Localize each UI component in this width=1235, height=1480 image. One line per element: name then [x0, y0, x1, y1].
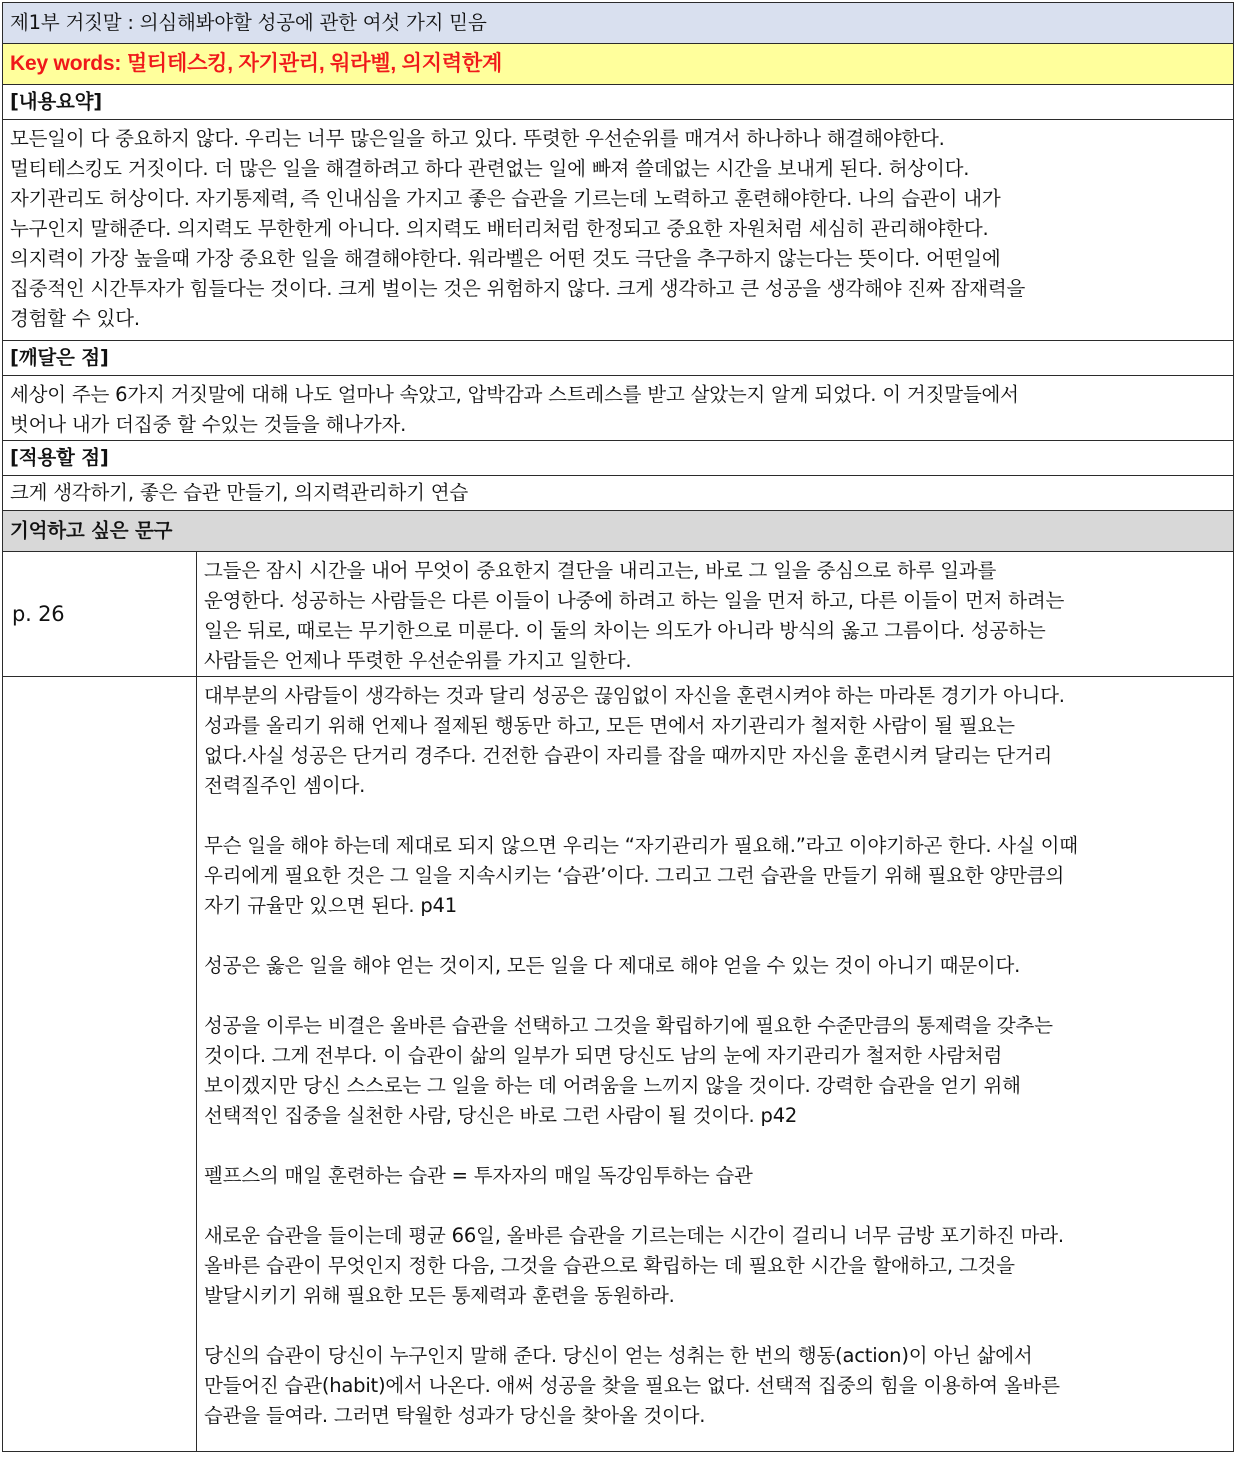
quote-page-ref — [3, 677, 197, 1452]
quote-line: 성공은 옳은 일을 해야 얻는 것이지, 모든 일을 다 제대로 해야 얻을 수 있는 것이 아니기 때문이다. — [204, 954, 1021, 977]
quote-line: 일은 뒤로, 때로는 무기한으로 미룬다. 이 둘의 차이는 의도가 아니라 방식의 옳고 그름이다. 성공하는 — [204, 619, 1046, 642]
summary-line: 멀티테스킹도 거짓이다. 더 많은 일을 해결하려고 하다 관련없는 일에 빠져 쓸데없는 시간을 보내게 된다. 허상이다. — [10, 157, 970, 180]
page-title: 제1부 거짓말 : 의심해봐야할 성공에 관한 여섯 가지 믿음 — [3, 3, 1234, 44]
quote-body — [197, 677, 1234, 1452]
quote-line: 없다.사실 성공은 단거리 경주다. 건전한 습관이 자리를 잡을 때까지만 자신을 훈련시켜 달리는 단거리 — [204, 744, 1053, 767]
title-row — [3, 3, 1234, 44]
summary-body — [3, 120, 1234, 341]
quote-line: 새로운 습관을 들이는데 평균 66일, 올바른 습관을 기르는데는 시간이 걸리니 너무 금방 포기하진 마라. — [204, 1224, 1064, 1247]
realization-line: 벗어나 내가 더집중 할 수있는 것들을 해나가자. — [10, 413, 407, 436]
quote-line: 만들어진 습관(habit)에서 나온다. 애써 성공을 찾을 필요는 없다. 선택적 집중의 힘을 이용하여 올바른 — [204, 1374, 1060, 1397]
quote-line: 올바른 습관이 무엇인지 정한 다음, 그것을 습관으로 확립하는 데 필요한 시간을 할애하고, 그것을 — [204, 1254, 1015, 1277]
realization-header-row — [3, 341, 1234, 376]
summary-header: [내용요약] — [3, 85, 1234, 120]
quote-line: 사람들은 언제나 뚜렷한 우선순위를 가지고 일한다. — [204, 649, 632, 672]
apply-header-row — [3, 441, 1234, 476]
apply-body: 크게 생각하기, 좋은 습관 만들기, 의지력관리하기 연습 — [3, 476, 1234, 511]
paragraph-gap — [204, 981, 1226, 1011]
quote-line: 것이다. 그게 전부다. 이 습관이 삶의 일부가 되면 당신도 남의 눈에 자기관리가 철저한 사람처럼 — [204, 1044, 1003, 1067]
paragraph-gap — [204, 1131, 1226, 1161]
summary-line: 의지력이 가장 높을때 가장 중요한 일을 해결해야한다. 워라벨은 어떤 것도 극단을 추구하지 않는다는 뜻이다. 어떤일에 — [10, 247, 1001, 270]
quote-line: 그들은 잠시 시간을 내어 무엇이 중요한지 결단을 내리고는, 바로 그 일을 중심으로 하루 일과를 — [204, 559, 997, 582]
summary-line: 집중적인 시간투자가 힘들다는 것이다. 크게 벌이는 것은 위험하지 않다. 크게 생각하고 큰 성공을 생각해야 진짜 잠재력을 — [10, 277, 1026, 300]
apply-header: [적용할 점] — [3, 441, 1234, 476]
quote-line: 전력질주인 셈이다. — [204, 774, 366, 797]
summary-header-row — [3, 85, 1234, 120]
realization-header: [깨달은 점] — [3, 341, 1234, 376]
keywords-row — [3, 44, 1234, 85]
quote-line: 자기 규율만 있으면 된다. p41 — [204, 894, 457, 917]
quote-row — [3, 552, 1234, 677]
realization-line: 세상이 주는 6가지 거짓말에 대해 나도 얼마나 속았고, 압박감과 스트레스를 받고 살았는지 알게 되었다. 이 거짓말들에서 — [10, 383, 1019, 406]
summary-line: 누구인지 말해준다. 의지력도 무한한게 아니다. 의지력도 배터리처럼 한정되고 중요한 자원처럼 세심히 관리해야한다. — [10, 217, 989, 240]
quote-page-ref: p. 26 — [3, 552, 197, 677]
quote-line: 당신의 습관이 당신이 누구인지 말해 준다. 당신이 얻는 성취는 한 번의 행동(action)이 아닌 삶에서 — [204, 1344, 1033, 1367]
paragraph-gap — [204, 1311, 1226, 1341]
quotes-header-row — [3, 511, 1234, 552]
notes-table — [2, 2, 1234, 1452]
quotes-header: 기억하고 싶은 문구 — [3, 511, 1234, 552]
summary-line: 모든일이 다 중요하지 않다. 우리는 너무 많은일을 하고 있다. 뚜렷한 우선순위를 매겨서 하나하나 해결해야한다. — [10, 127, 945, 150]
quote-line: 발달시키기 위해 필요한 모든 통제력과 훈련을 동원하라. — [204, 1284, 675, 1307]
paragraph-gap — [204, 921, 1226, 951]
summary-row — [3, 120, 1234, 341]
quote-line: 보이겠지만 당신 스스로는 그 일을 하는 데 어려움을 느끼지 않을 것이다. 강력한 습관을 얻기 위해 — [204, 1074, 1021, 1097]
quote-line: 선택적인 집중을 실천한 사람, 당신은 바로 그런 사람이 될 것이다. p42 — [204, 1104, 798, 1127]
quote-body — [197, 552, 1234, 677]
quote-line: 펠프스의 매일 훈련하는 습관 = 투자자의 매일 독강임투하는 습관 — [204, 1164, 753, 1187]
realization-body — [3, 376, 1234, 441]
paragraph-gap — [204, 1191, 1226, 1221]
apply-row — [3, 476, 1234, 511]
quote-line: 성공을 이루는 비결은 올바른 습관을 선택하고 그것을 확립하기에 필요한 수준만큼의 통제력을 갖추는 — [204, 1014, 1053, 1037]
quote-line: 성과를 올리기 위해 언제나 절제된 행동만 하고, 모든 면에서 자기관리가 철저한 사람이 될 필요는 — [204, 714, 1015, 737]
quote-line: 우리에게 필요한 것은 그 일을 지속시키는 ‘습관’이다. 그리고 그런 습관을 만들기 위해 필요한 양만큼의 — [204, 864, 1065, 887]
quote-line: 무슨 일을 해야 하는데 제대로 되지 않으면 우리는 “자기관리가 필요해.”라고 이야기하곤 한다. 사실 이때 — [204, 834, 1078, 857]
realization-row — [3, 376, 1234, 441]
quote-line: 습관을 들여라. 그러면 탁월한 성과가 당신을 찾아올 것이다. — [204, 1404, 706, 1427]
summary-line: 경험할 수 있다. — [10, 307, 140, 330]
summary-line: 자기관리도 허상이다. 자기통제력, 즉 인내심을 가지고 좋은 습관을 기르는데 노력하고 훈련해야한다. 나의 습관이 내가 — [10, 187, 1001, 210]
quote-line: 대부분의 사람들이 생각하는 것과 달리 성공은 끊임없이 자신을 훈련시켜야 하는 마라톤 경기가 아니다. — [204, 684, 1065, 707]
paragraph-gap — [204, 801, 1226, 831]
keywords-text: Key words: 멀티테스킹, 자기관리, 워라벨, 의지력한계 — [10, 52, 503, 75]
quote-row — [3, 677, 1234, 1452]
quote-line: 운영한다. 성공하는 사람들은 다른 이들이 나중에 하려고 하는 일을 먼저 하고, 다른 이들이 먼저 하려는 — [204, 589, 1065, 612]
